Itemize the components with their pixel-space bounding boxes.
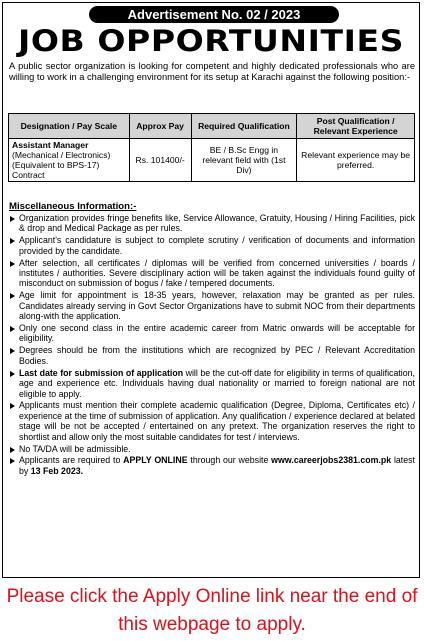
header-approx-pay: Approx Pay	[129, 114, 191, 139]
cell-qualification: BE / B.Sc Engg in relevant field with (1st Div)	[191, 139, 297, 182]
list-item: After selection, all certificates / diplomas will be verified from concerned universities / boards / institutes / authorities. Severe disciplinary action will be taken against the individuals found guilty of misconduct on submission of bogus / fake / tempered documents.	[9, 258, 415, 289]
header-post-qualification: Post Qualification / Relevant Experience	[297, 114, 415, 139]
last-date-text: will be the cut-off date for eligibility in terms of qualification, age and experience etc. Individuals having dual nationality or married to foreign national are not eligible to apply.	[19, 367, 415, 399]
apply-online-text: APPLY ONLINE	[123, 455, 188, 466]
cell-designation	[9, 139, 130, 182]
intro-paragraph: A public sector organization is looking for competent and highly dedicated professionals who are willing to work in a challenging environment for its setup at Karachi against the following position:-	[9, 61, 415, 82]
job-advertisement	[2, 2, 420, 578]
misc-info-heading: Miscellaneous Information:-	[9, 201, 137, 212]
apply-prefix: Applicants are required to	[19, 455, 124, 466]
banner-title: JOB OPPORTUNITIES	[17, 24, 405, 58]
table-header-row	[9, 114, 415, 139]
list-item: Organization provides fringe benefits like, Service Allowance, Gratuity, Housing / Hiring Facilities, pick & drop and Medical Package as per rules.	[9, 213, 415, 234]
advertisement-number: Advertisement No. 02 / 2023	[89, 6, 339, 23]
apply-middle: through our website	[187, 455, 272, 466]
deadline-date: 13 Feb 2023.	[30, 465, 84, 476]
list-item: Age limit for appointment is 18-35 years, however, relaxation may be granted as per rules. Candidates already serving in Govt Sector Organizations have to submit NOC from their departments along-with the application.	[9, 290, 415, 321]
list-item: Applicants must mention their complete academic qualification (Degree, Diploma, Certificates etc) / experience at the time of submission of application. Any qualification / experience declared at belated stage will be not be accepted / entertained on any pretext. The organization reserves the right to shortlist and allow only the most suitable candidates for test / interviews.	[9, 400, 415, 442]
designation-detail: (Mechanical / Electronics) (Equivalent to BPS-17) Contract	[12, 150, 111, 180]
designation-title: Assistant Manager	[12, 140, 89, 150]
positions-table	[8, 113, 415, 182]
list-item: Applicant's candidature is subject to complete scrutiny / verification of documents and information provided by the candidate.	[9, 235, 415, 256]
website-link[interactable]: www.careerjobs2381.com.pk	[271, 455, 392, 466]
list-item: Only one second class in the entire academic career from Matric onwards will be acceptable for eligibility.	[9, 323, 415, 344]
table-row	[9, 139, 415, 182]
apply-online-note: Please click the Apply Online link near the end of this webpage to apply.	[6, 586, 418, 635]
info-list	[9, 213, 415, 478]
header-designation: Designation / Pay Scale	[9, 114, 130, 139]
list-item: Degrees should be from the institutions which are recognized by PEC / Relevant Accreditation Bodies.	[9, 345, 415, 366]
apply-latest-by: latest by	[19, 455, 415, 476]
last-date-label: Last date for submission of application	[19, 367, 184, 378]
list-item: No TA/DA will be admissible.	[9, 444, 415, 454]
list-item	[9, 368, 415, 399]
cell-pay: Rs. 101400/-	[129, 139, 191, 182]
list-item	[9, 455, 415, 476]
cell-experience: Relevant experience may be preferred.	[297, 139, 415, 182]
header-required-qualification: Required Qualification	[191, 114, 297, 139]
